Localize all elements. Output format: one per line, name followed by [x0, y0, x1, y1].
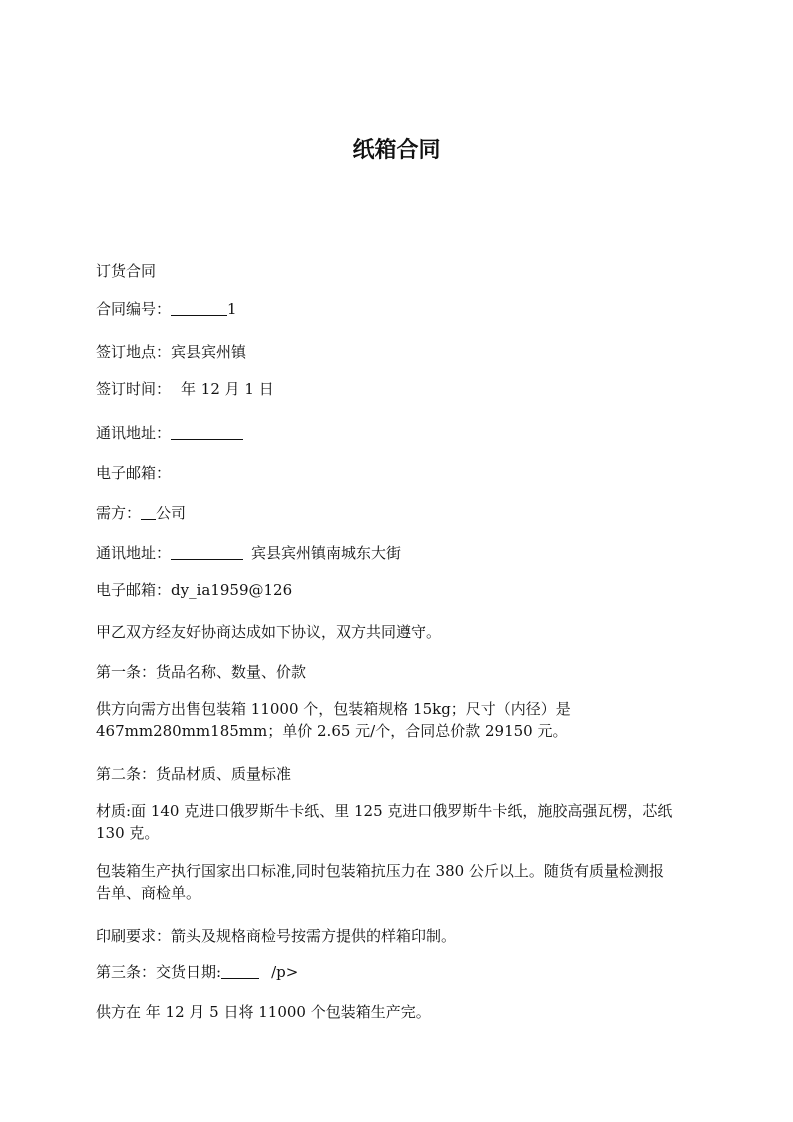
buyer-address-label: 通讯地址：: [96, 544, 172, 562]
buyer-address-blank: [171, 543, 243, 560]
sign-time-row: [96, 378, 705, 400]
sign-time-value: 年 12 月 1 日: [181, 380, 274, 398]
delivery-date-blank: [221, 962, 259, 979]
material-line-1: 材质:面 140 克进口俄罗斯牛卡纸、里 125 克进口俄罗斯牛卡纸，施胶高强瓦楞，芯纸: [96, 802, 673, 820]
contract-number-row: [96, 298, 705, 320]
sign-place-row: [96, 341, 705, 363]
supplier-address-blank: [171, 423, 243, 440]
sign-time-label: 签订时间：: [96, 380, 172, 398]
supplier-email-label: 电子邮箱：: [96, 464, 172, 482]
article-1-line-1: 供方向需方出售包装箱 11000 个，包装箱规格 15kg；尺寸（内径）是: [96, 700, 571, 718]
intro-paragraph: 甲乙双方经友好协商达成如下协议，双方共同遵守。: [96, 623, 442, 641]
standard-line-1: 包装箱生产执行国家出口标准,同时包装箱抗压力在 380 公斤以上。随货有质量检测报: [96, 862, 664, 880]
document-title: 纸箱合同: [352, 138, 441, 163]
supplier-address-row: [96, 422, 705, 444]
standard-line-2: 告单、商检单。: [96, 884, 202, 902]
contract-subtitle: 订货合同: [96, 262, 157, 280]
contract-number-value: 1: [227, 300, 237, 318]
article-3-row: [96, 961, 705, 983]
article-1-heading: 第一条：货品名称、数量、价款: [96, 663, 307, 681]
supplier-email-row: [96, 462, 705, 484]
buyer-row: [96, 502, 705, 524]
article-1-line-2: 467mm280mm185mm；单价 2.65 元/个，合同总价款 29150 元。: [96, 722, 568, 740]
buyer-address-value: 宾县宾州镇南城东大街: [251, 544, 402, 562]
buyer-address-row: [96, 542, 705, 564]
article-1-body: [96, 698, 708, 742]
article-3-suffix: /p>: [271, 963, 299, 981]
buyer-label: 需方：: [96, 504, 142, 522]
article-3-label: 第三条：交货日期:: [96, 963, 222, 981]
sign-place-label: 签订地点：: [96, 343, 172, 361]
contract-number-blank: [171, 299, 227, 316]
print-requirement: 印刷要求：箭头及规格商检号按需方提供的样箱印制。: [96, 927, 457, 945]
supplier-address-label: 通讯地址：: [96, 424, 172, 442]
delivery-paragraph: 供方在 年 12 月 5 日将 11000 个包装箱生产完。: [96, 1003, 431, 1021]
buyer-name-blank: [141, 503, 156, 520]
buyer-company-suffix: 公司: [156, 504, 187, 522]
article-2-heading: 第二条：货品材质、质量标准: [96, 765, 292, 783]
buyer-email-value: dy_ia1959@126: [171, 581, 293, 599]
standard-paragraph: [96, 860, 708, 904]
contract-number-label: 合同编号：: [96, 300, 172, 318]
material-line-2: 130 克。: [96, 824, 160, 842]
buyer-email-row: [96, 579, 705, 601]
buyer-email-label: 电子邮箱：: [96, 581, 172, 599]
sign-place-value: 宾县宾州镇: [171, 343, 247, 361]
material-paragraph: [96, 800, 708, 844]
